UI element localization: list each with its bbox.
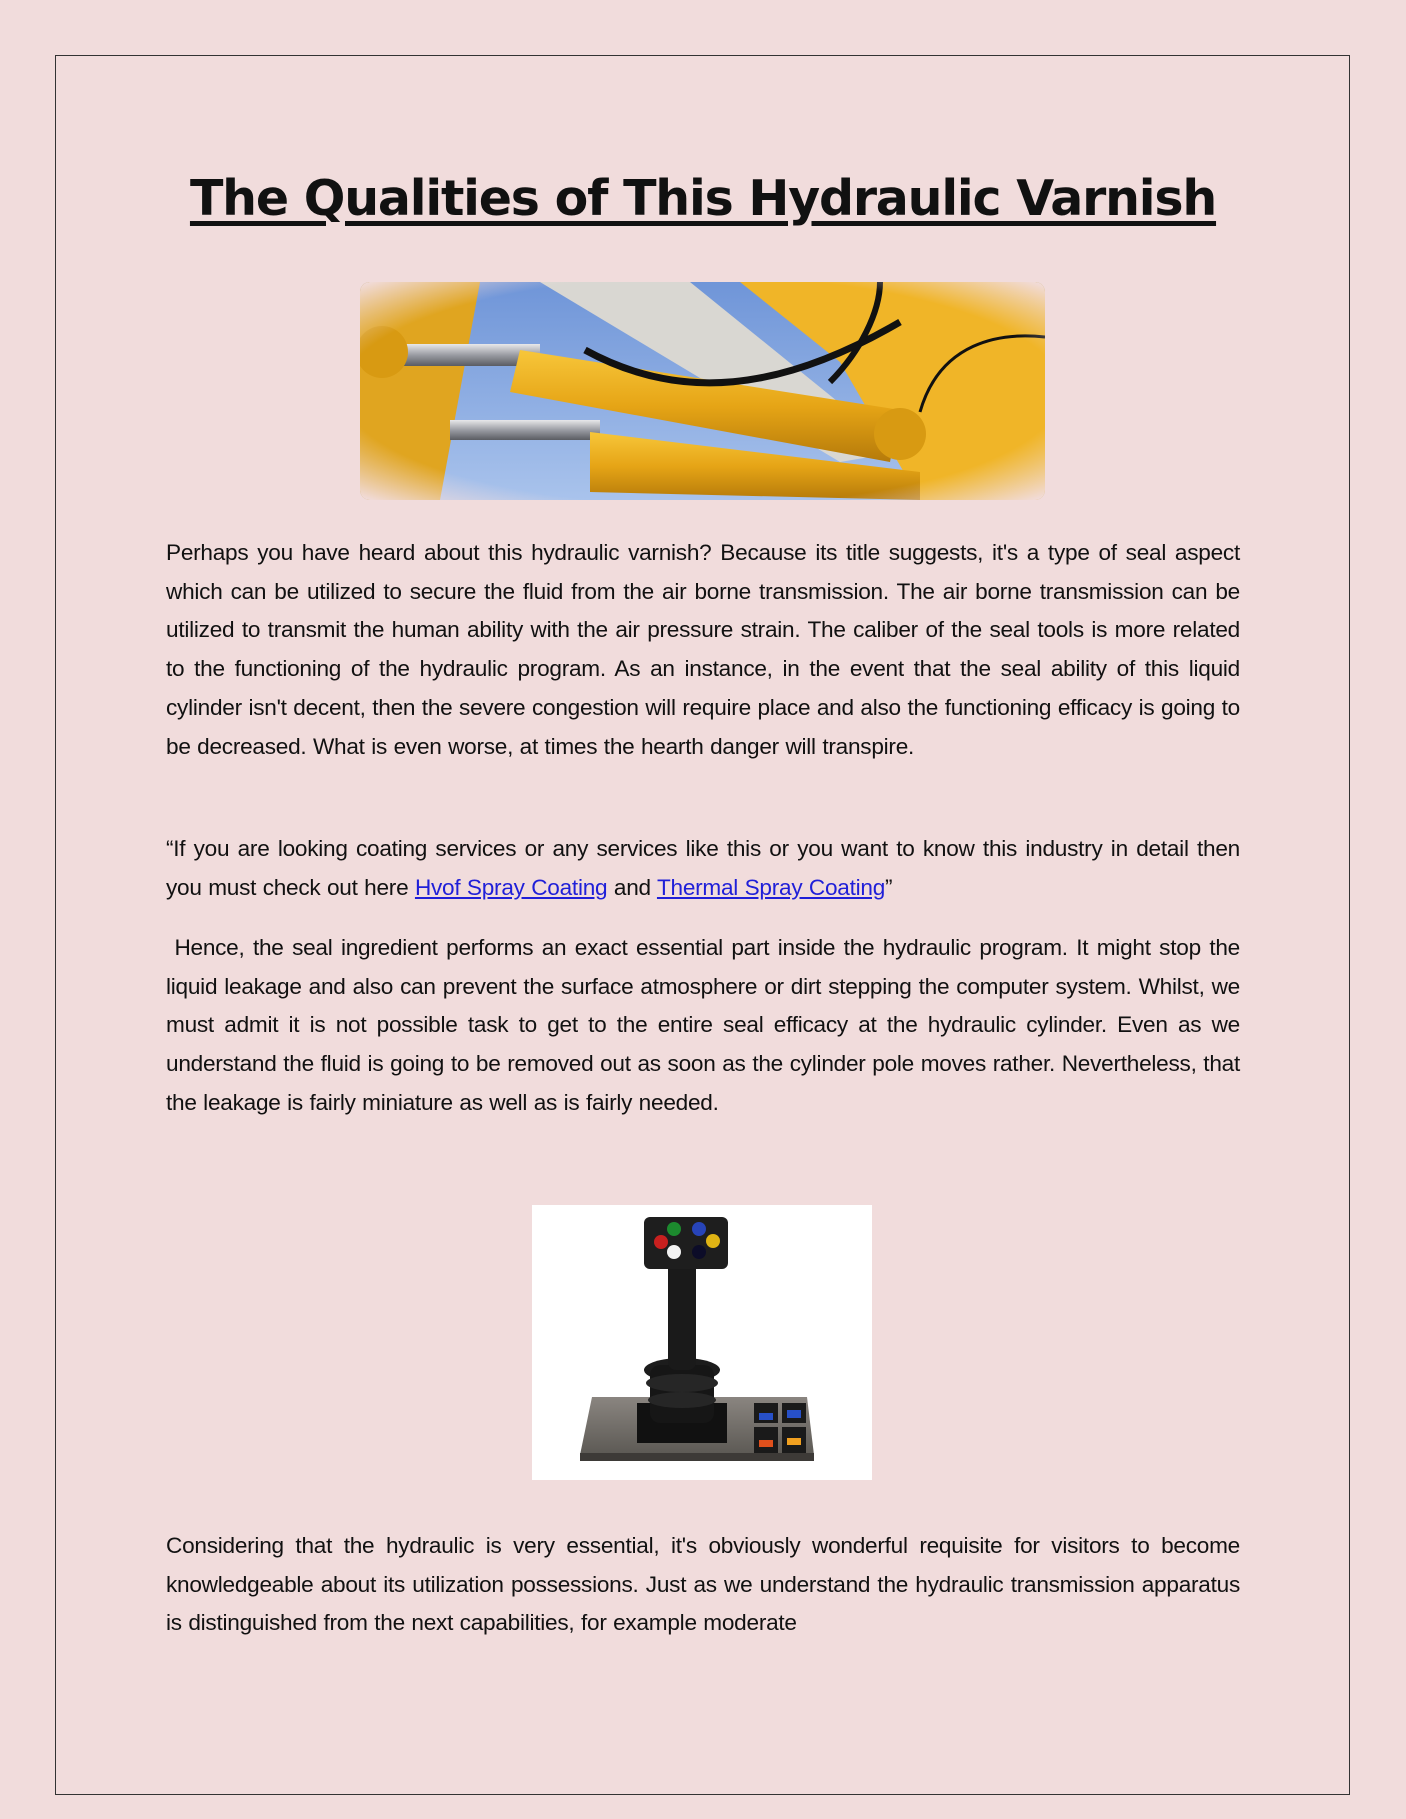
thermal-spray-coating-link[interactable]: Thermal Spray Coating <box>656 874 886 900</box>
paragraph-links-text-after: ” <box>885 874 893 900</box>
paragraph-seal-ingredient: Hence, the seal ingredient performs an exact essential part inside the hydraulic program. It might stop the liquid leakage and also can prevent the surface atmosphere or dirt stepping the computer system. Whilst, we must admit it is not possible task to get to the entire seal efficacy at the hydraulic cylinder. Even as we understand the fluid is going to be removed out as soon as the cylinder pole moves rather. Nevertheless, that the leakage is fairly miniature as well as is fairly needed. <box>166 935 1240 1115</box>
joystick-controller-image <box>532 1205 872 1480</box>
paragraph-links-text-mid: and <box>607 874 657 900</box>
paragraph-intro: Perhaps you have heard about this hydraulic varnish? Because its title suggests, it's a type of seal aspect which can be utilized to secure the fluid from the air borne transmission. The air borne transmission can be utilized to transmit the human ability with the air pressure strain. The caliber of the seal tools is more related to the functioning of the hydraulic program. As an instance, in the event that the seal ability of this liquid cylinder isn't decent, then the severe congestion will require place and also the functioning efficacy is going to be decreased. What is even worse, at times the hearth danger will transpire. <box>166 540 1240 759</box>
hvof-spray-coating-link[interactable]: Hvof Spray Coating <box>414 874 608 900</box>
paragraph-links <box>166 830 1240 907</box>
paragraph-considering: Considering that the hydraulic is very essential, it's obviously wonderful requisite for visitors to become knowledgeable about its utilization possessions. Just as we understand the hydraulic transmission apparatus is distinguished from the next capabilities, for example moderate <box>166 1533 1240 1636</box>
page-title: The Qualities of This Hydraulic Varnish <box>189 170 1217 227</box>
hydraulic-cylinder-image <box>360 282 1045 500</box>
paragraph-links-text-before: “If you are looking coating services or any services like this or you want to know this industry in detail then you must check out here <box>166 836 1240 900</box>
